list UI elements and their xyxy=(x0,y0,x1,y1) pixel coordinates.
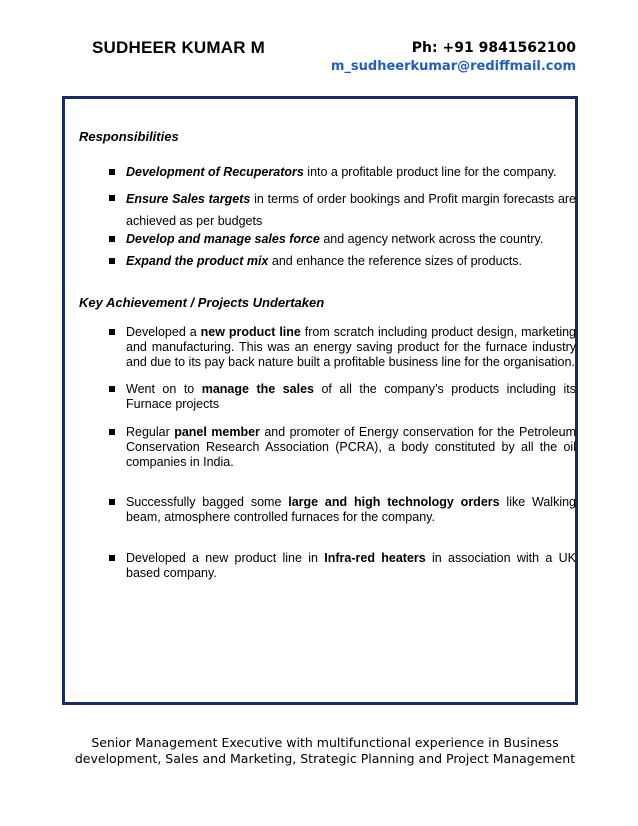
list-item: Ensure Sales targets in terms of order bookings and Profit margin forecasts are achieved as per budgets xyxy=(126,188,576,232)
candidate-name: SUDHEER KUMAR M xyxy=(92,38,265,57)
bullet-square-icon xyxy=(109,258,115,264)
phone-number: Ph: +91 9841562100 xyxy=(411,40,576,56)
list-item: Development of Recuperators into a profitable product line for the company. xyxy=(126,165,576,180)
responsibilities-title: Responsibilities xyxy=(79,129,179,144)
bullet-square-icon xyxy=(109,429,115,435)
list-item: Successfully bagged some large and high technology orders like Walking beam, atmosphere controlled furnaces for the company. xyxy=(126,495,576,525)
bullet-square-icon xyxy=(109,499,115,505)
list-item: Developed a new product line in Infra-red heaters in association with a UK based company. xyxy=(126,551,576,581)
list-item: Regular panel member and promoter of Energy conservation for the Petroleum Conservation Research Association (PCRA), a body constituted by all the oil companies in India. xyxy=(126,425,576,470)
list-item: Developed a new product line from scratch including product design, marketing and manufacturing. This was an energy saving product for the furnace industry and due to its pay back nature built a profitable business line for the organisation. xyxy=(126,325,576,370)
achievements-title: Key Achievement / Projects Undertaken xyxy=(79,295,325,310)
bullet-square-icon xyxy=(109,236,115,242)
list-item: Develop and manage sales force and agency network across the country. xyxy=(126,232,576,247)
bullet-square-icon xyxy=(109,195,115,201)
footer-summary: Senior Management Executive with multifunctional experience in Business development, Sales and Marketing, Strategic Planning and Project Management xyxy=(74,735,576,766)
list-item: Expand the product mix and enhance the reference sizes of products. xyxy=(126,254,576,269)
bullet-square-icon xyxy=(109,555,115,561)
email-address[interactable]: m_sudheerkumar@rediffmail.com xyxy=(330,59,576,74)
bullet-square-icon xyxy=(109,386,115,392)
bullet-square-icon xyxy=(109,329,115,335)
bullet-square-icon xyxy=(109,169,115,175)
content-frame xyxy=(62,96,578,705)
list-item: Went on to manage the sales of all the company’s products including its Furnace projects xyxy=(126,382,576,412)
